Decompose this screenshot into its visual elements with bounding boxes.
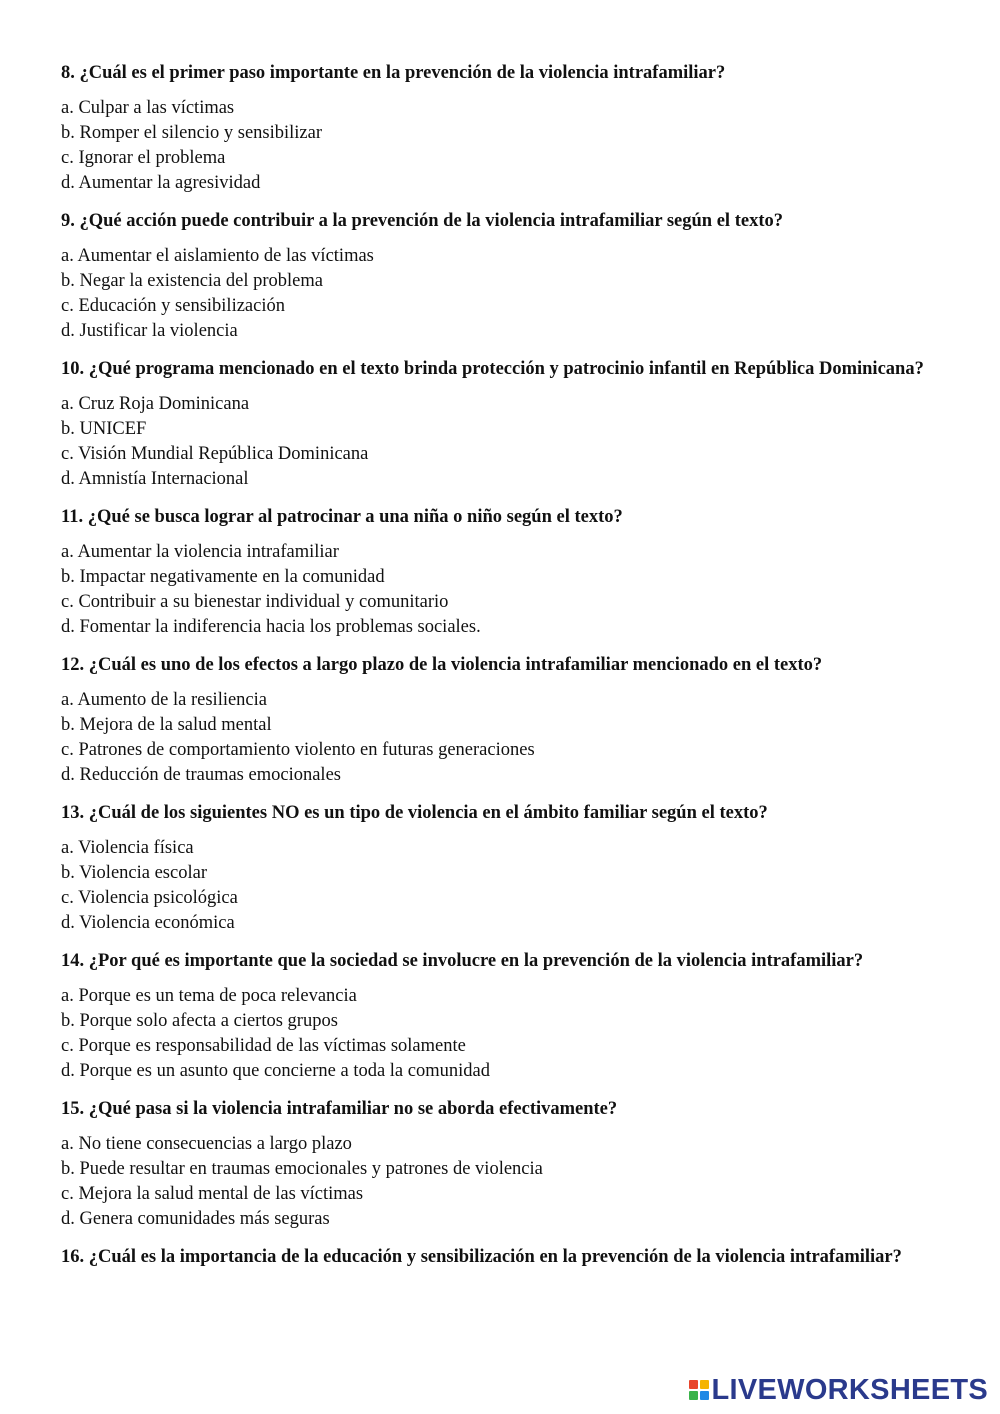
question-text: 9. ¿Qué acción puede contribuir a la prevención de la violencia intrafamiliar según el texto? — [61, 211, 783, 231]
question-text: 16. ¿Cuál es la importancia de la educación y sensibilización en la prevención de la violencia intrafamiliar? — [61, 1247, 902, 1267]
question-text: 14. ¿Por qué es importante que la sociedad se involucre en la prevención de la violencia intrafamiliar? — [61, 951, 864, 971]
question-text: 8. ¿Cuál es el primer paso importante en la prevención de la violencia intrafamiliar? — [61, 63, 726, 83]
answer-option[interactable]: d. Justificar la violencia — [61, 321, 238, 341]
brand-name: LIVEWORKSHEETS — [711, 1374, 988, 1406]
answer-option[interactable]: a. Porque es un tema de poca relevancia — [61, 986, 357, 1006]
question-block — [61, 1096, 961, 1232]
answer-option[interactable]: a. Culpar a las víctimas — [61, 98, 235, 118]
logo-square-4 — [700, 1391, 709, 1400]
logo-square-2 — [700, 1380, 709, 1389]
question-block — [61, 60, 961, 196]
answer-option[interactable]: d. Amnistía Internacional — [61, 469, 249, 489]
answer-options — [61, 392, 961, 492]
answer-option[interactable]: d. Reducción de traumas emocionales — [61, 765, 341, 785]
answer-option[interactable]: b. Porque solo afecta a ciertos grupos — [61, 1011, 338, 1031]
question-block — [61, 1244, 961, 1270]
logo-square-3 — [689, 1391, 698, 1400]
question-text: 12. ¿Cuál es uno de los efectos a largo plazo de la violencia intrafamiliar mencionado en el texto? — [61, 655, 823, 675]
answer-option[interactable]: b. Romper el silencio y sensibilizar — [61, 123, 322, 143]
answer-option[interactable]: b. Negar la existencia del problema — [61, 271, 323, 291]
question-text: 10. ¿Qué programa mencionado en el texto brinda protección y patrocinio infantil en República Dominicana? — [61, 359, 924, 379]
worksheet-page — [61, 60, 961, 1282]
answer-option[interactable]: c. Visión Mundial República Dominicana — [61, 444, 369, 464]
answer-option[interactable]: a. Aumentar la violencia intrafamiliar — [61, 542, 339, 562]
answer-option[interactable]: a. Aumento de la resiliencia — [61, 690, 267, 710]
answer-option[interactable]: b. Impactar negativamente en la comunidad — [61, 567, 385, 587]
question-text: 13. ¿Cuál de los siguientes NO es un tipo de violencia en el ámbito familiar según el texto? — [61, 803, 768, 823]
answer-options — [61, 96, 961, 196]
answer-options — [61, 1132, 961, 1232]
answer-option[interactable]: d. Genera comunidades más seguras — [61, 1209, 330, 1229]
question-block — [61, 800, 961, 936]
question-block — [61, 504, 961, 640]
answer-option[interactable]: a. No tiene consecuencias a largo plazo — [61, 1134, 352, 1154]
answer-options — [61, 540, 961, 640]
answer-option[interactable]: a. Aumentar el aislamiento de las víctimas — [61, 246, 374, 266]
liveworksheets-logo-icon — [689, 1380, 709, 1400]
answer-option[interactable]: b. Puede resultar en traumas emocionales y patrones de violencia — [61, 1159, 543, 1179]
answer-option[interactable]: c. Ignorar el problema — [61, 148, 226, 168]
liveworksheets-brand — [689, 1374, 989, 1406]
answer-option[interactable]: c. Patrones de comportamiento violento en futuras generaciones — [61, 740, 535, 760]
answer-option[interactable]: d. Aumentar la agresividad — [61, 173, 261, 193]
question-text: 11. ¿Qué se busca lograr al patrocinar a una niña o niño según el texto? — [61, 507, 623, 527]
answer-option[interactable]: b. UNICEF — [61, 419, 147, 439]
answer-option[interactable]: c. Violencia psicológica — [61, 888, 238, 908]
answer-options — [61, 836, 961, 936]
question-block — [61, 356, 961, 492]
question-block — [61, 208, 961, 344]
answer-option[interactable]: b. Mejora de la salud mental — [61, 715, 272, 735]
answer-option[interactable]: c. Mejora la salud mental de las víctimas — [61, 1184, 364, 1204]
answer-option[interactable]: d. Fomentar la indiferencia hacia los problemas sociales. — [61, 617, 481, 637]
answer-option[interactable]: a. Violencia física — [61, 838, 194, 858]
answer-options — [61, 244, 961, 344]
answer-option[interactable]: c. Educación y sensibilización — [61, 296, 285, 316]
answer-option[interactable]: a. Cruz Roja Dominicana — [61, 394, 250, 414]
logo-square-1 — [689, 1380, 698, 1389]
answer-options — [61, 688, 961, 788]
answer-option[interactable]: d. Violencia económica — [61, 913, 235, 933]
answer-options — [61, 984, 961, 1084]
question-block — [61, 652, 961, 788]
question-block — [61, 948, 961, 1084]
answer-option[interactable]: d. Porque es un asunto que concierne a toda la comunidad — [61, 1061, 490, 1081]
answer-option[interactable]: c. Porque es responsabilidad de las víctimas solamente — [61, 1036, 466, 1056]
answer-option[interactable]: c. Contribuir a su bienestar individual y comunitario — [61, 592, 449, 612]
question-text: 15. ¿Qué pasa si la violencia intrafamiliar no se aborda efectivamente? — [61, 1099, 618, 1119]
answer-option[interactable]: b. Violencia escolar — [61, 863, 207, 883]
